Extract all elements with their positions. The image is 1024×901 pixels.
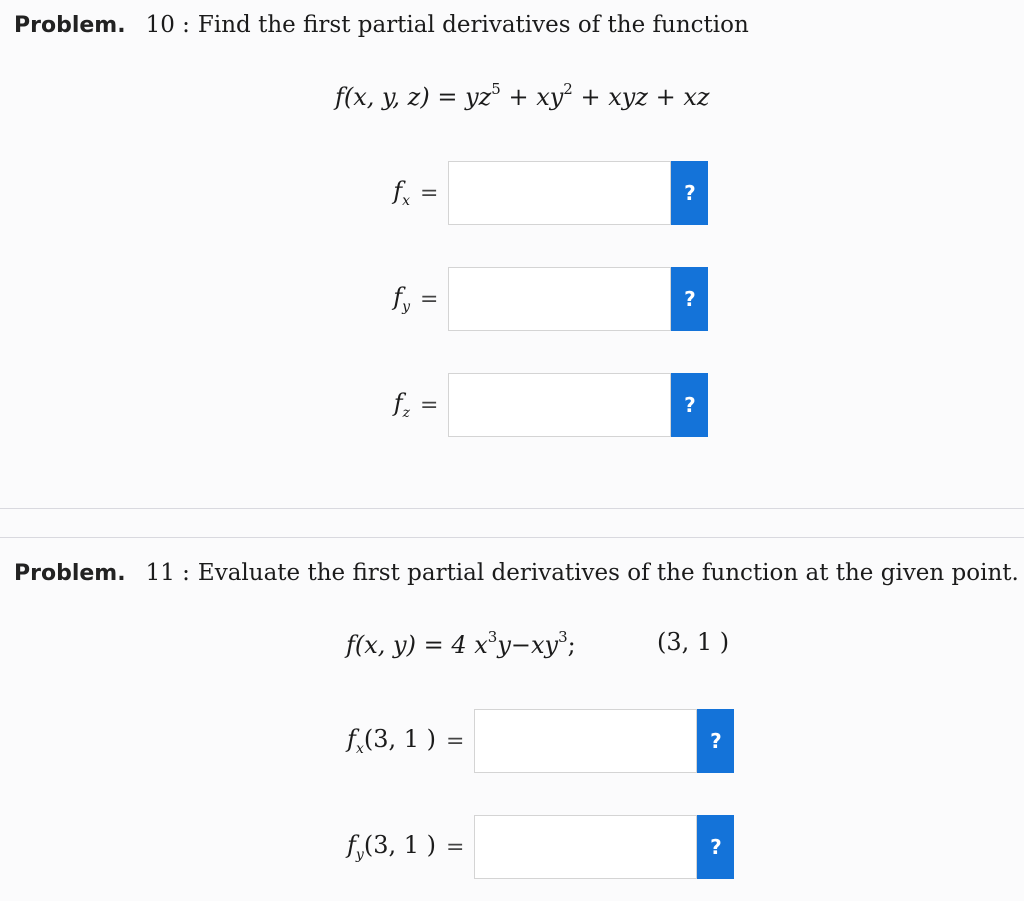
answer-row-fz — [370, 373, 708, 437]
equals-sign: = — [446, 834, 465, 860]
given-point: (3, 1 ) — [657, 628, 730, 656]
problem-text: Evaluate the first partial derivatives of the function at the given point. — [197, 560, 1019, 586]
fy-point-answer-input[interactable] — [474, 815, 697, 879]
problem-text: Find the first partial derivatives of the function — [197, 12, 749, 38]
equals-sign: = — [420, 392, 439, 418]
divider — [0, 537, 1024, 538]
answer-row-fy — [370, 267, 708, 331]
equals-sign: = — [437, 83, 458, 111]
equals-sign: = — [420, 180, 439, 206]
semicolon: ; — [567, 631, 576, 659]
function-lhs: f(x, y, z) — [335, 83, 430, 111]
problem-11-header — [14, 560, 1019, 586]
problem-number: 11 : — [145, 560, 190, 586]
question-mark-icon: ? — [710, 835, 722, 859]
exponent: 5 — [491, 80, 501, 98]
fz-answer-input[interactable] — [448, 373, 671, 437]
question-mark-icon: ? — [684, 287, 696, 311]
problem-label: Problem. — [14, 561, 126, 586]
question-mark-icon: ? — [684, 393, 696, 417]
partial-label: $f_x(3$, 1 ) — [347, 725, 436, 757]
fx-answer-input[interactable] — [448, 161, 671, 225]
equals-sign: = — [446, 728, 465, 754]
divider — [0, 508, 1024, 509]
problem-10-header — [14, 12, 749, 38]
fy-answer-input[interactable] — [448, 267, 671, 331]
question-mark-icon: ? — [684, 181, 696, 205]
problem-label: Problem. — [14, 13, 126, 38]
exponent: 2 — [563, 80, 573, 98]
term: + xyz + xz — [572, 83, 710, 111]
answer-row-fx-point — [336, 709, 734, 773]
exponent: 3 — [558, 628, 568, 646]
partial-label: $f_z$ — [393, 389, 410, 421]
help-button[interactable] — [671, 267, 708, 331]
help-button[interactable] — [697, 815, 734, 879]
term: y−xy — [497, 631, 559, 659]
question-mark-icon: ? — [710, 729, 722, 753]
answer-row-fx — [370, 161, 708, 225]
partial-label: $f_x$ — [393, 177, 410, 209]
function-lhs: f(x, y) = 4 x — [346, 631, 488, 659]
help-button[interactable] — [671, 161, 708, 225]
partial-label: $f_y$ — [393, 283, 410, 315]
term: + xy — [500, 83, 564, 111]
answer-row-fy-point — [336, 815, 734, 879]
problem-number: 10 : — [145, 12, 190, 38]
help-button[interactable] — [671, 373, 708, 437]
help-button[interactable] — [697, 709, 734, 773]
partial-label: $f_y(3$, 1 ) — [347, 831, 436, 863]
problem-11-function — [346, 628, 576, 659]
exponent: 3 — [487, 628, 498, 646]
equals-sign: = — [420, 286, 439, 312]
fx-point-answer-input[interactable] — [474, 709, 697, 773]
problem-10-function — [335, 80, 710, 111]
term: yz — [465, 83, 492, 111]
